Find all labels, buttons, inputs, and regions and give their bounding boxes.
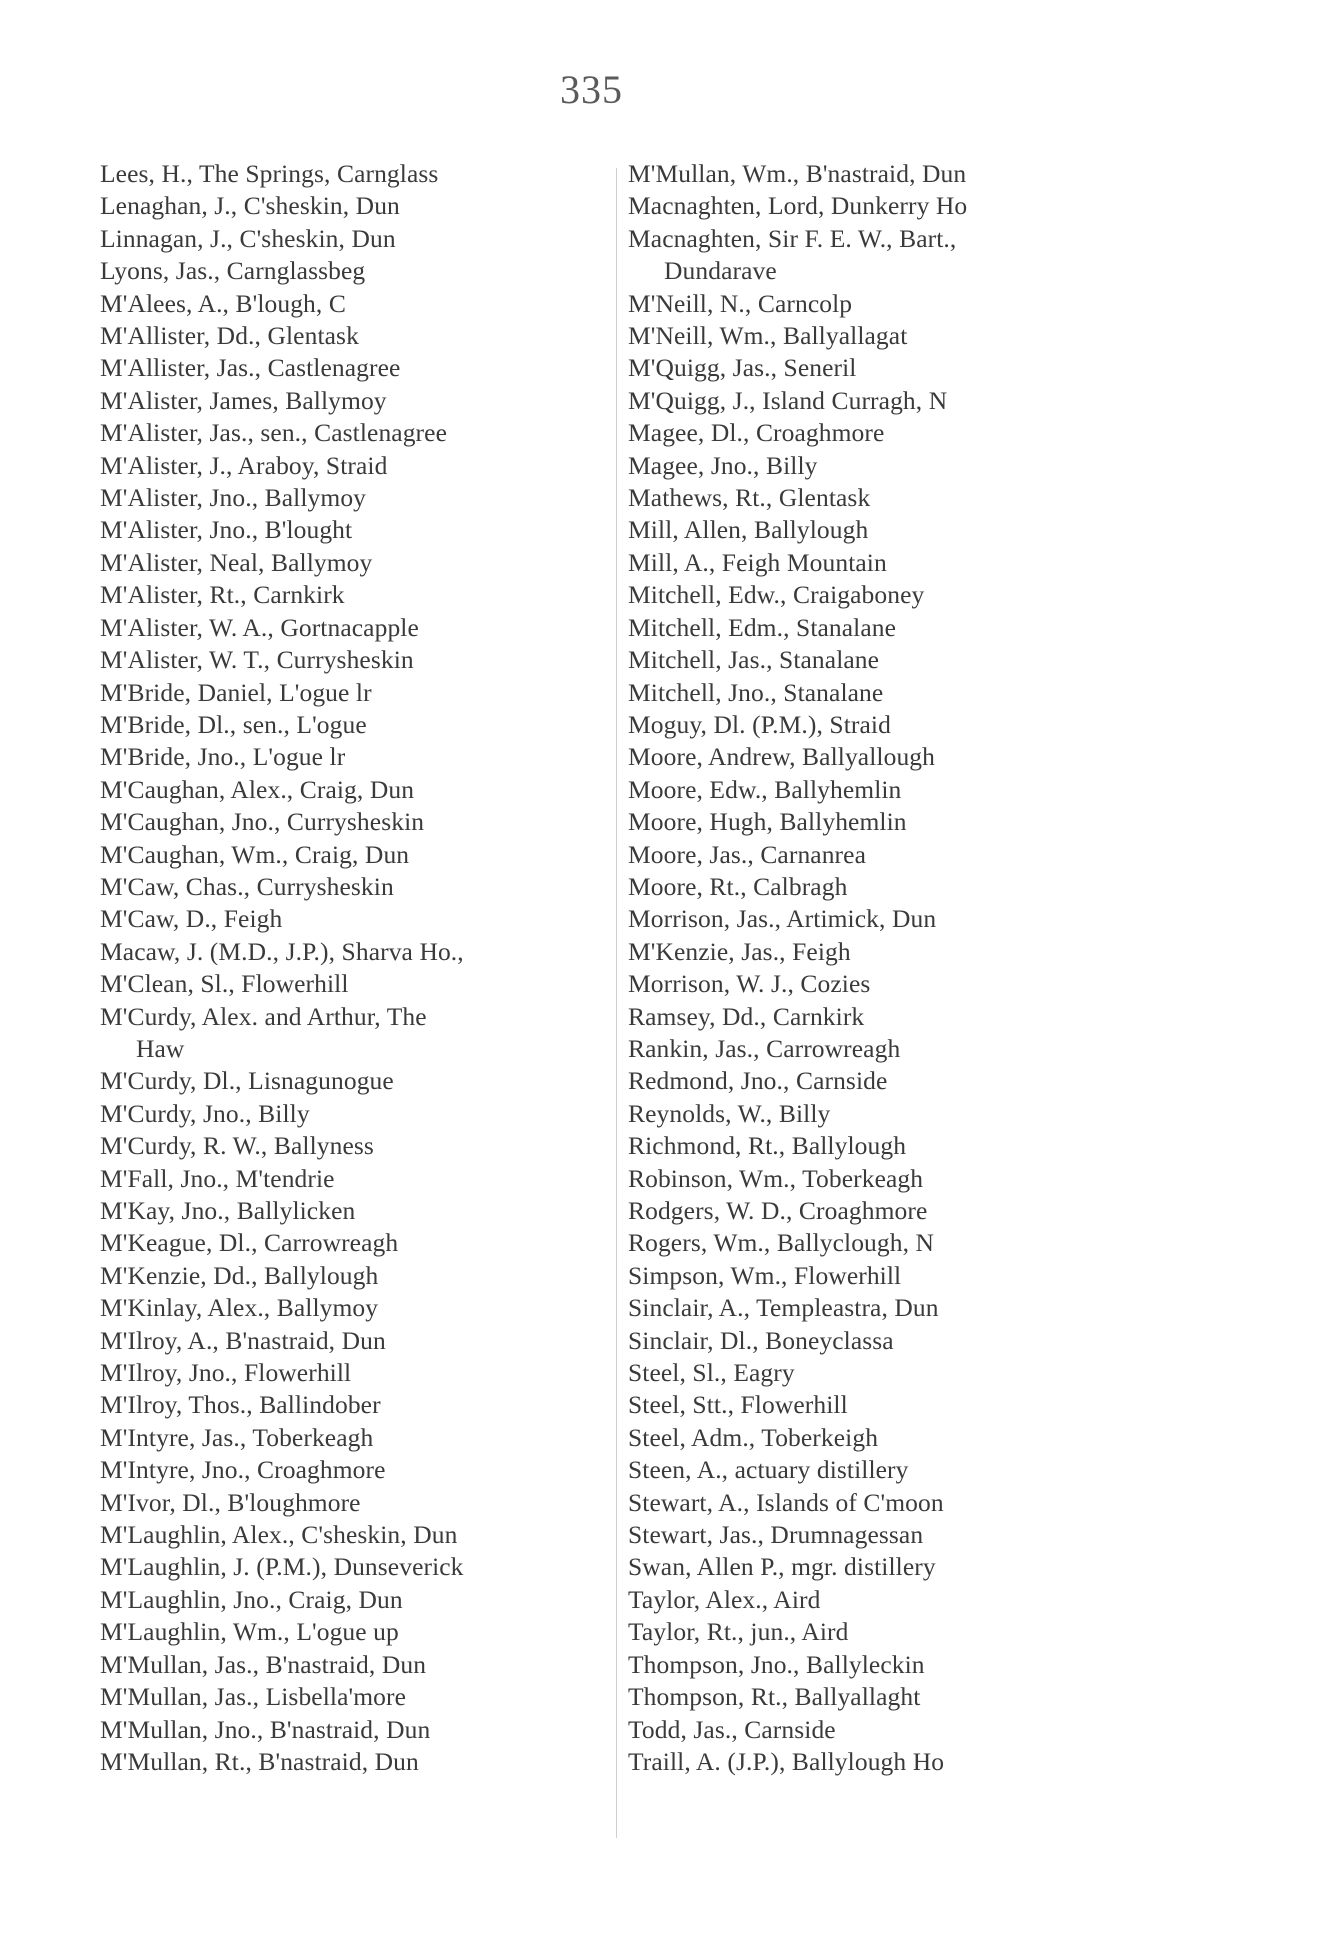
- directory-entry: Richmond, Rt., Ballylough: [628, 1131, 907, 1161]
- directory-entry: M'Quigg, J., Island Curragh, N: [628, 385, 948, 415]
- directory-entry: Stewart, Jas., Drumnagessan: [628, 1520, 924, 1550]
- directory-entry: M'Caw, D., Feigh: [100, 904, 283, 934]
- directory-entry: M'Caw, Chas., Currysheskin: [100, 871, 394, 901]
- directory-entry: Stewart, A., Islands of C'moon: [628, 1487, 944, 1517]
- directory-entry: Sinclair, Dl., Boneyclassa: [628, 1325, 894, 1355]
- directory-entry: M'Bride, Jno., L'ogue lr: [100, 742, 346, 772]
- directory-entry: Mill, Allen, Ballylough: [628, 515, 869, 545]
- directory-entry: M'Allister, Dd., Glentask: [100, 321, 359, 351]
- right-column: [628, 158, 1128, 1778]
- directory-entry: M'Mullan, Rt., B'nastraid, Dun: [100, 1746, 419, 1776]
- directory-entry: M'Laughlin, Jno., Craig, Dun: [100, 1584, 403, 1614]
- directory-entry: M'Caughan, Wm., Craig, Dun: [100, 839, 410, 869]
- directory-entry: M'Mullan, Jno., B'nastraid, Dun: [100, 1714, 431, 1744]
- directory-entry: M'Ilroy, A., B'nastraid, Dun: [100, 1325, 386, 1355]
- directory-entry: Morrison, W. J., Cozies: [628, 969, 871, 999]
- directory-entry: M'Curdy, Alex. and Arthur, The: [100, 1001, 427, 1031]
- directory-entry: Haw: [136, 1033, 185, 1063]
- directory-entry: Morrison, Jas., Artimick, Dun: [628, 904, 937, 934]
- directory-entry: Thompson, Rt., Ballyallaght: [628, 1682, 921, 1712]
- directory-entry: M'Kinlay, Alex., Ballymoy: [100, 1293, 379, 1323]
- directory-entry: M'Kenzie, Jas., Feigh: [628, 936, 851, 966]
- directory-entry: M'Kenzie, Dd., Ballylough: [100, 1260, 379, 1290]
- directory-entry: M'Alister, Rt., Carnkirk: [100, 580, 345, 610]
- directory-entry: Thompson, Jno., Ballyleckin: [628, 1649, 925, 1679]
- directory-entry: M'Kay, Jno., Ballylicken: [100, 1196, 356, 1225]
- directory-entry: Lees, H., The Springs, Carnglass: [100, 159, 439, 188]
- directory-entry: M'Mullan, Jas., B'nastraid, Dun: [100, 1649, 427, 1679]
- directory-entry: Moguy, Dl. (P.M.), Straid: [628, 709, 891, 739]
- directory-entry: M'Laughlin, Wm., L'ogue up: [100, 1617, 399, 1647]
- directory-entry: Moore, Hugh, Ballyhemlin: [628, 807, 907, 837]
- directory-entry: Moore, Jas., Carnanrea: [628, 839, 866, 869]
- directory-entry: Rodgers, W. D., Croaghmore: [628, 1196, 928, 1225]
- directory-entry: Moore, Rt., Calbragh: [628, 871, 848, 901]
- directory-entry: Mathews, Rt., Glentask: [628, 483, 871, 513]
- directory-entry: M'Neill, N., Carncolp: [628, 288, 853, 318]
- directory-entry: M'Alister, Jno., Ballymoy: [100, 483, 367, 513]
- directory-entry: Mill, A., Feigh Mountain: [628, 547, 887, 577]
- directory-entry: Moore, Edw., Ballyhemlin: [628, 774, 902, 804]
- directory-entry: Taylor, Alex., Aird: [628, 1584, 821, 1614]
- directory-entry: Robinson, Wm., Toberkeagh: [628, 1163, 924, 1193]
- directory-entry: M'Alister, Jas., sen., Castlenagree: [100, 418, 447, 448]
- directory-entry: M'Mullan, Wm., B'nastraid, Dun: [628, 159, 967, 188]
- directory-entry: M'Laughlin, J. (P.M.), Dunseverick: [100, 1552, 464, 1582]
- directory-entry: Simpson, Wm., Flowerhill: [628, 1260, 902, 1290]
- directory-entry: Taylor, Rt., jun., Aird: [628, 1617, 849, 1647]
- directory-entry: M'Intyre, Jno., Croaghmore: [100, 1455, 386, 1485]
- directory-entry: M'Clean, Sl., Flowerhill: [100, 969, 349, 999]
- directory-entry: M'Alees, A., B'lough, C: [100, 288, 346, 318]
- directory-entry: M'Alister, Jno., B'lought: [100, 515, 353, 545]
- directory-entry: M'Laughlin, Alex., C'sheskin, Dun: [100, 1520, 458, 1550]
- directory-entry: Magee, Jno., Billy: [628, 450, 818, 480]
- directory-entry: Sinclair, A., Templeastra, Dun: [628, 1293, 939, 1323]
- directory-entry: Steel, Stt., Flowerhill: [628, 1390, 848, 1420]
- directory-entry: Swan, Allen P., mgr. distillery: [628, 1552, 936, 1582]
- directory-entry: Lenaghan, J., C'sheskin, Dun: [100, 191, 400, 221]
- directory-entry: M'Curdy, R. W., Ballyness: [100, 1131, 374, 1161]
- directory-entry: Steel, Sl., Eagry: [628, 1358, 795, 1388]
- directory-entry: M'Keague, Dl., Carrowreagh: [100, 1228, 399, 1258]
- directory-entry: Reynolds, W., Billy: [628, 1098, 831, 1128]
- directory-entry: Moore, Andrew, Ballyallough: [628, 742, 935, 772]
- directory-entry: Traill, A. (J.P.), Ballylough Ho: [628, 1746, 945, 1776]
- directory-entry: M'Mullan, Jas., Lisbella'more: [100, 1682, 406, 1712]
- directory-entry: M'Ilroy, Thos., Ballindober: [100, 1390, 381, 1420]
- directory-entry: M'Allister, Jas., Castlenagree: [100, 353, 401, 383]
- directory-entry: Steen, A., actuary distillery: [628, 1455, 909, 1485]
- directory-entry: Todd, Jas., Carnside: [628, 1714, 836, 1744]
- directory-entry: Mitchell, Jas., Stanalane: [628, 645, 880, 675]
- directory-entry: M'Alister, Neal, Ballymoy: [100, 547, 373, 577]
- directory-entry: Redmond, Jno., Carnside: [628, 1066, 888, 1096]
- directory-entry: Dundarave: [664, 256, 777, 286]
- directory-entry: M'Neill, Wm., Ballyallagat: [628, 321, 908, 351]
- directory-entry: M'Ivor, Dl., B'loughmore: [100, 1487, 361, 1517]
- directory-entry: M'Fall, Jno., M'tendrie: [100, 1163, 335, 1193]
- directory-entry: Linnagan, J., C'sheskin, Dun: [100, 223, 396, 253]
- directory-entry: Steel, Adm., Toberkeigh: [628, 1422, 879, 1452]
- directory-entry: M'Ilroy, Jno., Flowerhill: [100, 1358, 352, 1388]
- directory-entry: Magee, Dl., Croaghmore: [628, 418, 885, 448]
- directory-entry: M'Alister, James, Ballymoy: [100, 385, 387, 415]
- directory-entry: Ramsey, Dd., Carnkirk: [628, 1001, 865, 1031]
- directory-entry: M'Quigg, Jas., Seneril: [628, 353, 857, 383]
- directory-entry: Macaw, J. (M.D., J.P.), Sharva Ho.,: [100, 936, 464, 966]
- directory-entry: Rogers, Wm., Ballyclough, N: [628, 1228, 935, 1258]
- directory-entry: M'Alister, J., Araboy, Straid: [100, 450, 388, 480]
- directory-entry: M'Alister, W. A., Gortnacapple: [100, 612, 419, 642]
- directory-entry: M'Bride, Dl., sen., L'ogue: [100, 709, 367, 739]
- directory-entry: Lyons, Jas., Carnglassbeg: [100, 256, 366, 286]
- directory-entry: Macnaghten, Lord, Dunkerry Ho: [628, 191, 968, 221]
- directory-entry: M'Caughan, Jno., Currysheskin: [100, 807, 425, 837]
- left-column: [100, 158, 610, 1778]
- directory-entry: M'Bride, Daniel, L'ogue lr: [100, 677, 372, 707]
- directory-entry: Mitchell, Jno., Stanalane: [628, 677, 884, 707]
- page-number: 335: [560, 67, 623, 112]
- directory-entry: M'Caughan, Alex., Craig, Dun: [100, 774, 415, 804]
- directory-entry: Mitchell, Edw., Craigaboney: [628, 580, 925, 610]
- directory-entry: M'Alister, W. T., Currysheskin: [100, 645, 414, 675]
- directory-entry: Rankin, Jas., Carrowreagh: [628, 1033, 901, 1063]
- directory-entry: M'Curdy, Jno., Billy: [100, 1098, 310, 1128]
- directory-entry: M'Curdy, Dl., Lisnagunogue: [100, 1066, 394, 1096]
- directory-entry: Mitchell, Edm., Stanalane: [628, 612, 897, 642]
- directory-entry: Macnaghten, Sir F. E. W., Bart.,: [628, 223, 957, 253]
- directory-entry: M'Intyre, Jas., Toberkeagh: [100, 1422, 374, 1452]
- column-divider: [616, 168, 617, 1838]
